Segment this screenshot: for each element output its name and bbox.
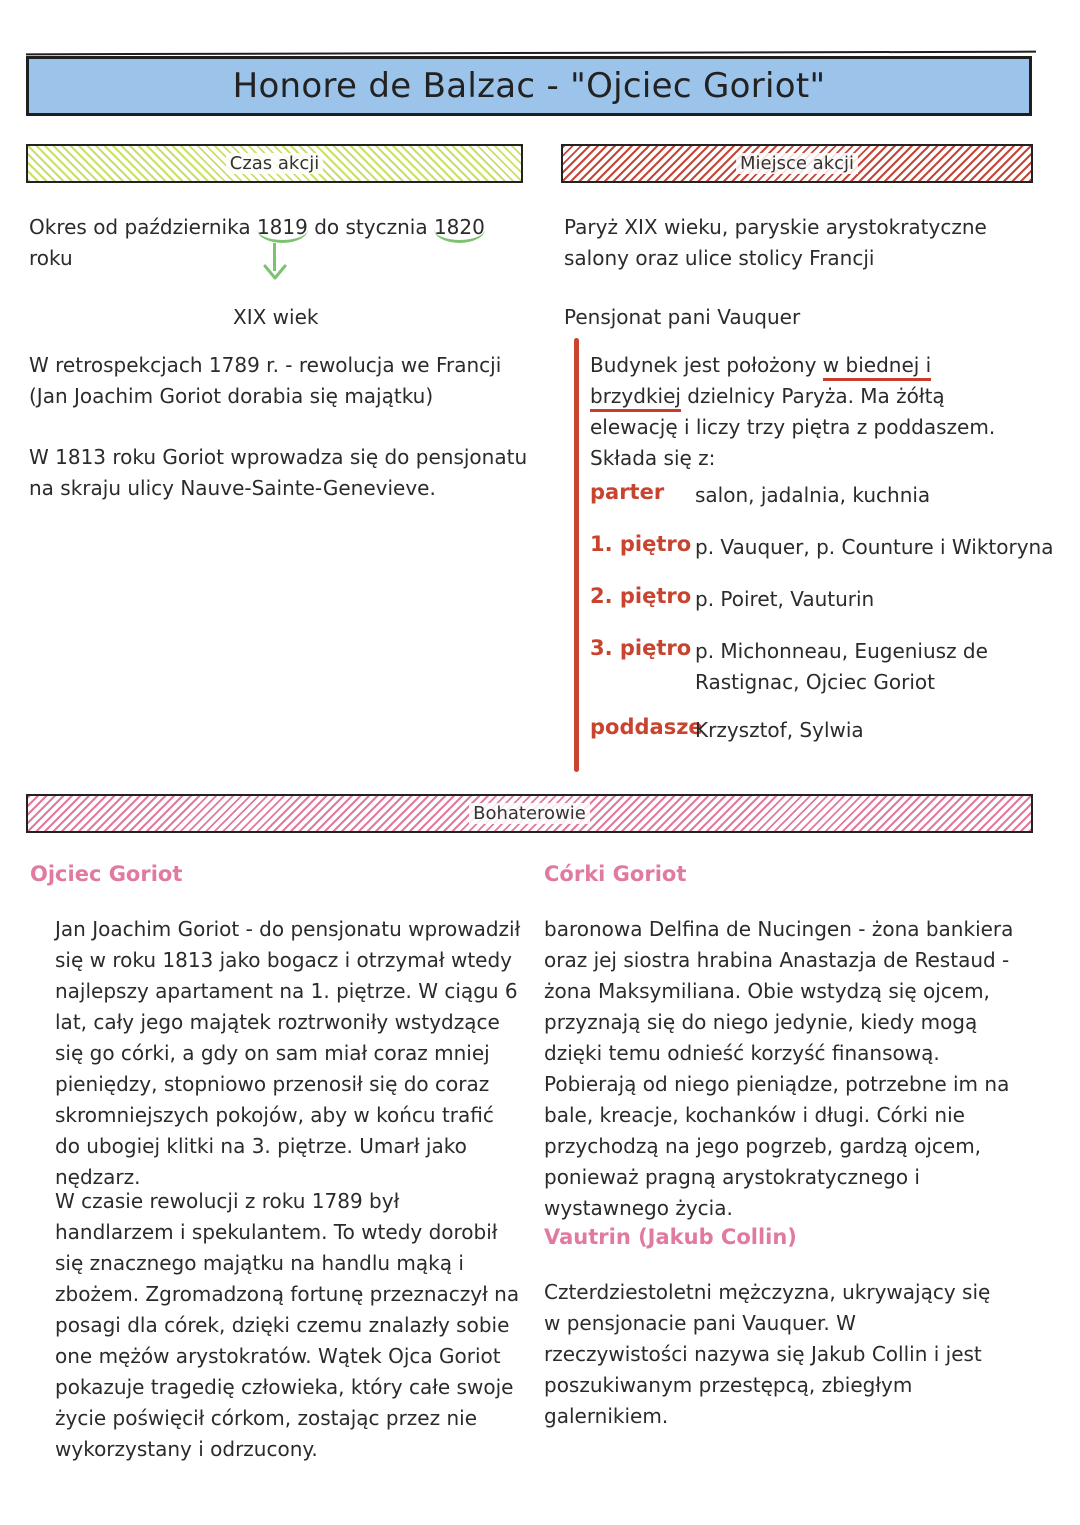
move-in-text: W 1813 roku Goriot wprowadza się do pensjonatu na skraju ulicy Nauve-Sainte-Genevieve. [29,445,528,500]
floor-value: Krzysztof, Sylwia [695,718,864,742]
daughters-text: baronowa Delfina de Nucingen - żona bankiera oraz jej siostra hrabina Anastazja de Restaud - żona Maksymiliana. Obie wstydzą się ojcem, przyznają się do niego jedynie, kiedy mogą dzięki temu odnieść korzyść finansową. Pobierają od niego pieniądze, potrzebne im na bale, kreacje, kochanków i długi. Córki nie przychodzą na jego pogrzeb, gardzą ojcem, ponieważ pragną arystokratycznego i wystawnego życia. [544,917,1014,1220]
goriot-paragraph-1: Jan Joachim Goriot - do pensjonatu wprowadził się w roku 1813 jako bogacz i otrzymał wtedy najlepszy apartament na 1. piętrze. W ciągu 6 lat, cały jego majątek roztrwoniły wstydzące się go córki, a gdy on sam miał coraz mniej pieniędzy, stopniowo przenosił się do coraz skromniejszych pokojów, aby w końcu trafić do ubogiej klitki na 3. piętrze. Umarł jako nędzarz. [55,917,521,1189]
goriot-heading: Ojciec Goriot [30,862,183,886]
red-margin-line [574,338,579,772]
floor-label: 2. piętro [590,584,692,608]
place-section-title: Miejsce akcji [736,153,858,174]
building-description: Budynek jest położony w biednej i brzydkiej dzielnicy Paryża. Ma żółtą elewację i liczy trzy piętra z poddaszem. Składa się z: [590,353,996,470]
floor-value: p. Vauquer, p. Counture i Wiktoryna [695,535,1054,559]
goriot-paragraph-2: W czasie rewolucji z roku 1789 był handlarzem i spekulantem. To wtedy dorobił się znacznego majątku na handlu mąką i zbożem. Zgromadzoną fortunę przeznaczył na posagi dla córek, dzięki czemu znalazły sobie one mężów arystokratów. Wątek Ojca Goriot pokazuje tragedię człowieka, który całe swoje życie poświęcił córkom, zostając przez nie wykorzystany i odrzucony. [55,1189,520,1461]
time-section-title: Czas akcji [226,153,324,174]
daughters-heading: Córki Goriot [544,862,687,886]
page-title: Honore de Balzac - "Ojciec Goriot" [232,66,826,106]
floor-value: p. Poiret, Vauturin [695,587,875,611]
pension-name: Pensjonat pani Vauquer [564,305,801,329]
year-end: 1820 [434,215,485,243]
retrospection-text: W retrospekcjach 1789 r. - rewolucja we Francji (Jan Joachim Goriot dorabia się majątku) [29,353,502,408]
year-start: 1819 [257,215,308,243]
floor-label: 3. piętro [590,636,692,660]
floor-label: 1. piętro [590,532,692,556]
place-section-header [561,144,1033,183]
title-banner [26,56,1032,116]
floor-value: salon, jadalnia, kuchnia [695,483,931,507]
century-label: XIX wiek [233,305,319,329]
underlined-phrase: w biednej i brzydkiej [590,353,931,412]
floor-label: parter [590,480,665,504]
time-period: Okres od października 1819 do stycznia 1820 roku [29,215,485,270]
place-city: Paryż XIX wieku, paryskie arystokratyczne salony oraz ulice stolicy Francji [564,215,987,270]
heroes-section-title: Bohaterowie [469,803,590,824]
title-underline-stroke [26,51,1036,56]
vautrin-heading: Vautrin (Jakub Collin) [544,1225,797,1249]
floor-label: poddasze [590,715,703,739]
time-section-header [26,144,523,183]
arrow-down-icon [262,262,288,282]
heroes-section-header [26,794,1033,833]
floor-value: p. Michonneau, Eugeniusz de Rastignac, Ojciec Goriot [695,639,988,694]
vautrin-text: Czterdziestoletni mężczyzna, ukrywający się w pensjonacie pani Vauquer. W rzeczywistości nazywa się Jakub Collin i jest poszukiwanym przestępcą, zbiegłym galernikiem. [544,1280,991,1428]
